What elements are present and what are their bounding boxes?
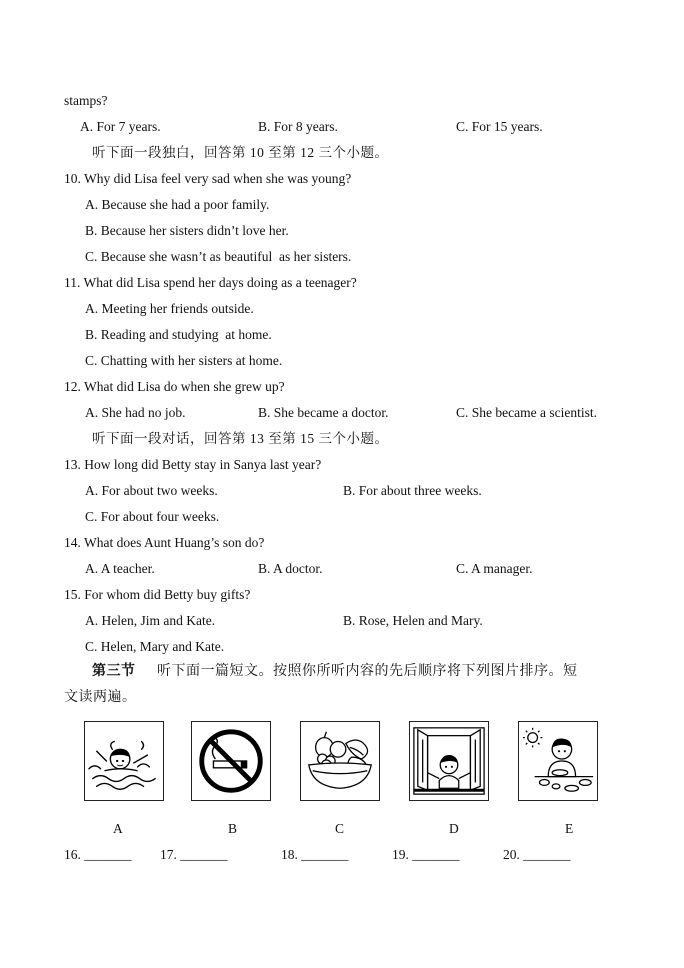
picture-label-e: E [565, 821, 574, 836]
no-smoking-icon [192, 722, 270, 800]
option-11a: A. Meeting her friends outside. [85, 301, 254, 316]
picture-label-b: B [228, 821, 238, 836]
option-14a: A. A teacher. [85, 561, 155, 576]
section-instruction-1: 听下面一段独白，回答第 10 至第 12 三个小题。 [92, 145, 389, 160]
option-12c: C. She became a scientist. [456, 405, 597, 420]
section-instruction-2: 听下面一段对话，回答第 13 至第 15 三个小题。 [92, 431, 389, 446]
answer-blank-20[interactable]: 20. _______ [503, 847, 571, 862]
section-3-instruction: 听下面一篇短文。按照你所听内容的先后顺序将下列图片排序。短 [157, 664, 578, 679]
question-10: 10. Why did Lisa feel very sad when she was young? [64, 171, 352, 186]
option-10b: B. Because her sisters didn’t love her. [85, 223, 289, 238]
section-3-instruction-cont: 文读两遍。 [64, 690, 137, 705]
option-15c: C. Helen, Mary and Kate. [85, 639, 225, 654]
question-13: 13. How long did Betty stay in Sanya last year? [64, 457, 322, 472]
option-15b: B. Rose, Helen and Mary. [343, 613, 483, 628]
option-12a: A. She had no job. [85, 405, 186, 420]
picture-c [300, 721, 380, 801]
picture-e [518, 721, 598, 801]
option-9c: C. For 15 years. [456, 119, 543, 134]
section-3-label: 第三节 [92, 664, 136, 679]
option-10c: C. Because she wasn’t as beautiful as her sisters. [85, 249, 352, 264]
boy-at-window-icon [410, 722, 488, 800]
picture-label-a: A [113, 821, 123, 836]
option-10a: A. Because she had a poor family. [85, 197, 270, 212]
picture-b [191, 721, 271, 801]
option-15a: A. Helen, Jim and Kate. [85, 613, 216, 628]
question-15: 15. For whom did Betty buy gifts? [64, 587, 251, 602]
answer-blank-17[interactable]: 17. _______ [160, 847, 228, 862]
option-13b: B. For about three weeks. [343, 483, 482, 498]
boy-eating-icon [519, 722, 597, 800]
fruit-bowl-icon [301, 722, 379, 800]
picture-label-d: D [449, 821, 459, 836]
option-14c: C. A manager. [456, 561, 533, 576]
option-13a: A. For about two weeks. [85, 483, 218, 498]
answer-blank-16[interactable]: 16. _______ [64, 847, 132, 862]
question-12: 12. What did Lisa do when she grew up? [64, 379, 285, 394]
question-14: 14. What does Aunt Huang’s son do? [64, 535, 265, 550]
option-11b: B. Reading and studying at home. [85, 327, 272, 342]
question-stem-tail: stamps? [64, 93, 108, 108]
picture-a [84, 721, 164, 801]
answer-blank-19[interactable]: 19. _______ [392, 847, 460, 862]
answer-blank-18[interactable]: 18. _______ [281, 847, 349, 862]
question-11: 11. What did Lisa spend her days doing as a teenager? [64, 275, 357, 290]
option-11c: C. Chatting with her sisters at home. [85, 353, 283, 368]
swimming-boy-icon [85, 722, 163, 800]
option-13c: C. For about four weeks. [85, 509, 220, 524]
picture-label-c: C [335, 821, 345, 836]
option-9b: B. For 8 years. [258, 119, 338, 134]
option-14b: B. A doctor. [258, 561, 323, 576]
option-12b: B. She became a doctor. [258, 405, 389, 420]
option-9a: A. For 7 years. [80, 119, 161, 134]
picture-d [409, 721, 489, 801]
